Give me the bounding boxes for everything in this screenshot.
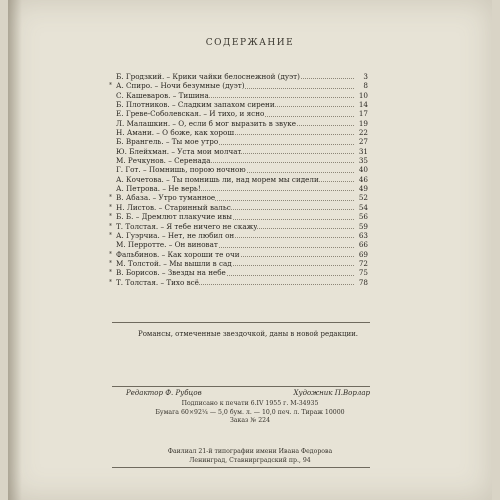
toc-page-number: 31 (354, 147, 368, 156)
toc-entry-title: Т. Толстая. – Я тебе ничего не скажу (116, 221, 258, 231)
toc-row (109, 221, 368, 231)
toc-entry-title: Б. Врангель. – Ты мое утро (116, 137, 219, 147)
toc-page-number: 78 (354, 278, 368, 287)
toc-entry-title: А. Петрова. – Не верь! (116, 184, 201, 194)
imprint-signed: Подписано к печати 6.IV 1955 г. М-34935 (181, 400, 319, 407)
toc-entry-title: Ю. Блейхман. – Уста мои молчат (116, 146, 242, 156)
toc-page-number: 59 (354, 222, 368, 231)
toc-row (116, 240, 368, 249)
toc-page-number: 66 (354, 240, 368, 249)
toc-page-number: 35 (354, 156, 368, 165)
toc-entry-title: Г. Гот. – Помнишь, порою ночною (116, 165, 246, 175)
toc-page-number: 72 (354, 259, 368, 268)
credits-row (126, 389, 370, 397)
toc-row (116, 147, 368, 156)
toc-page-number: 49 (354, 184, 368, 193)
toc-page-number: 8 (354, 81, 368, 90)
toc-row (116, 175, 368, 184)
printer-address: Ленинград, Ставнирградский пр., 94 (189, 456, 311, 464)
asterisk-mark: * (109, 259, 112, 267)
toc-row (116, 109, 368, 118)
toc-page-number: 3 (354, 72, 368, 81)
printer-info (8, 448, 492, 466)
toc-entry-title: Т. Толстая. – Тихо всё (116, 277, 199, 287)
toc-page-number: 69 (354, 250, 368, 259)
toc-page-number: 10 (354, 91, 368, 100)
table-of-contents (109, 72, 368, 287)
toc-row (109, 81, 368, 91)
toc-entry-title: Е. Греве-Соболевская. – И тихо, и ясно (116, 109, 265, 119)
toc-row (109, 258, 368, 268)
toc-entry-title: Н. Листов. – Старинный вальс (116, 202, 231, 212)
toc-row (116, 156, 368, 165)
toc-entry-title: М. Речкунов. – Серенада (116, 156, 211, 166)
toc-row (116, 137, 368, 146)
imprint-order: Заказ № 224 (229, 417, 271, 425)
toc-row (116, 100, 368, 109)
divider-line (112, 322, 370, 323)
asterisk-mark: * (109, 269, 112, 277)
asterisk-mark: * (109, 222, 112, 230)
asterisk-mark: * (109, 203, 112, 211)
toc-entry-title: М. Толстой. – Мы вышли в сад (116, 258, 232, 268)
imprint-paper: Бумага 60×92¼ — 5,0 бум. л. — 10,0 печ. л. Тираж 10000 (155, 408, 345, 416)
toc-entry-title: Л. Малашкин. – О, если б мог выразить в звуке (116, 118, 297, 128)
printer-name: Фаилиал 21-й типографии имени Ивана Федорова (167, 448, 333, 455)
toc-entry-title: С. Кашеваров. – Тишина (116, 90, 209, 100)
toc-page-number: 22 (354, 128, 368, 137)
toc-entry-title: А. Спиро. – Ночи безумные (дуэт) (116, 81, 245, 91)
asterisk-mark: * (109, 213, 112, 221)
toc-row (116, 72, 368, 81)
toc-entry-title: Б. Гродзкий. – Крики чайки белоснежной (дуэт) (116, 72, 300, 81)
toc-entry-title: Н. Амани. – О боже, как хорош (116, 128, 234, 138)
toc-page-number: 40 (354, 165, 368, 174)
toc-entry-title: Фальбинов. – Как хороши те очи (116, 249, 240, 259)
toc-page-number: 52 (354, 193, 368, 202)
toc-row (109, 249, 368, 259)
toc-page-number: 56 (354, 212, 368, 221)
toc-entry-title: А. Кочетова. – Ты помнишь ли, над морем мы сидели (116, 174, 319, 184)
toc-row (109, 202, 368, 212)
toc-page-number: 63 (354, 231, 368, 240)
contents-heading: СОДЕРЖАНИЕ (205, 38, 295, 48)
book-page (8, 0, 492, 500)
toc-row (109, 230, 368, 240)
asterisk-mark: * (109, 250, 112, 258)
asterisk-mark: * (109, 194, 112, 202)
imprint-details (8, 400, 492, 426)
toc-page-number: 19 (354, 119, 368, 128)
artist-credit: Художник П.Ворлар (293, 389, 370, 397)
toc-page-number: 17 (354, 109, 368, 118)
toc-entry-title: М. Перротте. – Он виноват (116, 240, 218, 250)
toc-row (116, 184, 368, 193)
toc-page-number: 75 (354, 268, 368, 277)
asterisk-mark: * (109, 231, 112, 239)
toc-entry-title: В. Абаза. – Утро туманное (116, 193, 216, 203)
toc-page-number: 14 (354, 100, 368, 109)
asterisk-mark: * (109, 278, 112, 286)
toc-row (116, 165, 368, 174)
asterisk-note: Романсы, отмеченные звездочкой, даны в новой редакции. (138, 330, 359, 338)
toc-page-number: 54 (354, 203, 368, 212)
toc-entry-title: Б. Б. – Дремлют плакучие ивы (116, 212, 232, 222)
toc-row (116, 119, 368, 128)
toc-entry-title: В. Борисов. – Звезды на небе (116, 268, 226, 278)
toc-page-number: 27 (354, 137, 368, 146)
toc-entry-title: А. Гуэрчиа. – Нет, не любил он (116, 230, 235, 240)
toc-row (109, 277, 368, 287)
toc-row (109, 193, 368, 203)
toc-row (109, 268, 368, 278)
toc-row (116, 128, 368, 137)
asterisk-mark: * (109, 82, 112, 90)
toc-row (116, 91, 368, 100)
editor-credit: Редактор Ф. Рубцов (126, 389, 202, 397)
toc-page-number: 46 (354, 175, 368, 184)
toc-entry-title: Б. Плотников. – Сладким запахом сирени (116, 100, 275, 110)
toc-row (109, 212, 368, 222)
